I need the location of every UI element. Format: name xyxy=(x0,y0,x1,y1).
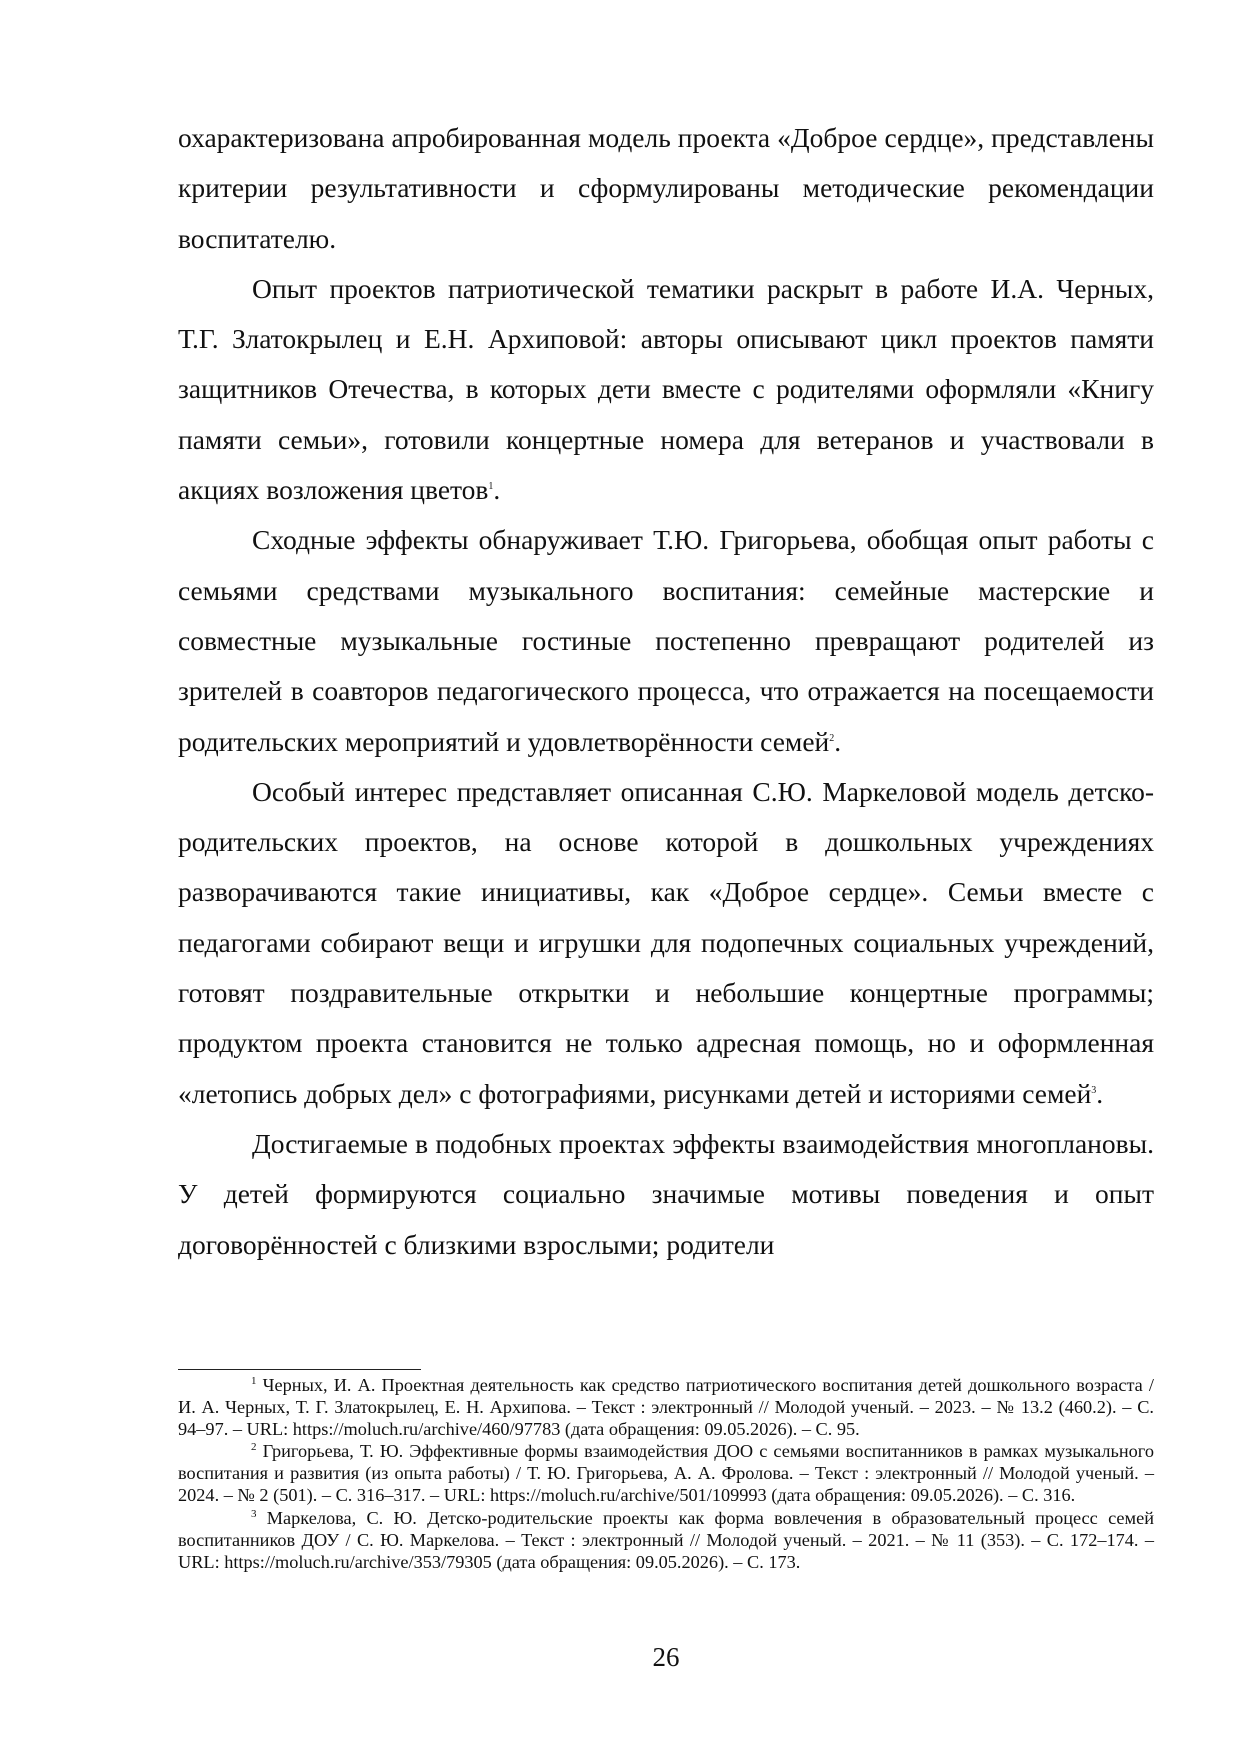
body-paragraph: охарактеризована апробированная модель проекта «Доброе сердце», представлены критерии результативности и сформулированы методические рекомендации воспитателю. xyxy=(178,122,1154,254)
paragraph-text: Сходные эффекты обнаруживает Т.Ю. Григорьева, обобщая опыт работы с семьями средствами музыкального воспитания: семейные мастерские и совместные музыкальные гостиные постепенно превращают родителей из зрителей в соавторов педагогического процесса, что отражается на посещаемости родительских мероприятий и удовлетворённости семей xyxy=(178,524,1154,757)
footnote-number: 2 xyxy=(251,1441,257,1454)
footnote-separator xyxy=(178,1369,421,1370)
paragraph-text: Особый интерес представляет описанная С.Ю. Маркеловой модель детско-родительских проектов, на основе которой в дошкольных учреждениях разворачиваются такие инициативы, как «Доброе сердце». Семьи вместе с педагогами собирают вещи и игрушки для подопечных социальных учреждений, готовят поздравительные открытки и небольшие концертные программы; продуктом проекта становится не только адресная помощь, но и оформленная «летопись добрых дел» с фотографиями, рисунками детей и историями семей xyxy=(178,775,1154,1109)
paragraph-text: Опыт проектов патриотической тематики раскрыт в работе И.А. Черных, Т.Г. Златокрылец и Е.Н. Архиповой: авторы описывают цикл проектов памяти защитников Отечества, в которых дети вместе с родителями оформляли «Книгу памяти семьи», готовили концертные номера для ветеранов и участвовали в акциях возложения цветов xyxy=(178,272,1154,506)
footnote-reference[interactable]: 1 xyxy=(488,480,494,492)
body-paragraph xyxy=(178,515,1154,766)
footnotes-section xyxy=(178,1374,1154,1573)
body-paragraph: Достигаемые в подобных проектах эффекты взаимодействия многоплановы. У детей формируются социально значимые мотивы поведения и опыт договорённостей с близкими взрослыми; родители xyxy=(178,1127,1154,1260)
footnote-number: 1 xyxy=(251,1374,257,1387)
footnote-item xyxy=(178,1440,1154,1506)
body-paragraph xyxy=(178,264,1154,515)
footnote-reference[interactable]: 3 xyxy=(1091,1084,1097,1096)
document-body xyxy=(178,113,1154,1270)
footnote-text: Григорьева, Т. Ю. Эффективные формы взаимодействия ДОО с семьями воспитанников в рамках музыкального воспитания и развития (из опыта работы) / Т. Ю. Григорьева, А. А. Фролова. – Текст : электронный // Молодой ученый. – 2024. – № 2 (501). – С. 316–317. – URL: https://moluch.ru/archive/501/109993 (дата обращения: 09.05.2026). – С. 316. xyxy=(178,1441,1154,1506)
paragraph-end: . xyxy=(493,474,501,506)
footnote-item xyxy=(178,1507,1154,1573)
page-number: 26 xyxy=(652,1642,680,1672)
paragraph-end: . xyxy=(834,725,842,757)
footnote-reference[interactable]: 2 xyxy=(829,732,835,744)
footnote-text: Черных, И. А. Проектная деятельность как средство патриотического воспитания детей дошкольного возраста / И. А. Черных, Т. Г. Златокрылец, Е. Н. Архипова. – Текст : электронный // Молодой ученый. – 2023. – № 13.2 (460.2). – С. 94–97. – URL: https://moluch.ru/archive/460/97783 (дата обращения: 09.05.2026). – С. 95. xyxy=(178,1375,1154,1440)
footnote-text: Маркелова, С. Ю. Детско-родительские проекты как форма вовлечения в образовательный процесс семей воспитанников ДОУ / С. Ю. Маркелова. – Текст : электронный // Молодой ученый. – 2021. – № 11 (353). – С. 172–174. – URL: https://moluch.ru/archive/353/79305 (дата обращения: 09.05.2026). – С. 173. xyxy=(178,1507,1154,1572)
footnote-item xyxy=(178,1374,1154,1440)
body-paragraph xyxy=(178,767,1154,1119)
footnote-number: 3 xyxy=(251,1507,257,1520)
paragraph-end: . xyxy=(1096,1077,1104,1109)
